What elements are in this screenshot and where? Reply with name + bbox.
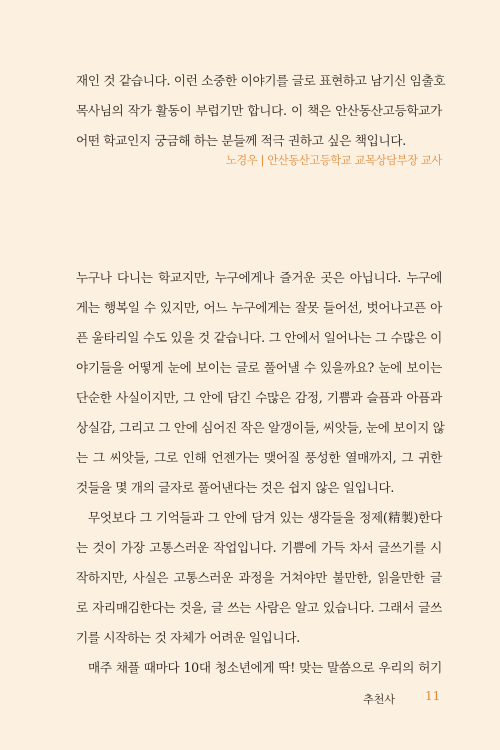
running-footer-title: 추천사: [363, 693, 395, 706]
text-line: 로 자리매김한다는 것을, 글 쓰는 사람은 알고 있습니다. 그래서 글쓰: [76, 600, 442, 615]
body-text: [76, 263, 445, 683]
text-line: 상실감, 그리고 그 안에 심어진 작은 알갱이들, 씨앗들, 눈에 보이지 않: [76, 420, 445, 435]
text-line: 누구나 다니는 학교지만, 누구에게나 즐거운 곳은 아닙니다. 누구에: [76, 270, 442, 285]
recommender-attribution: 노경우 | 안산동산고등학교 교목상담부장 교사: [225, 154, 442, 167]
text-line: 게는 행복일 수 있지만, 어느 누구에게는 잘못 들어선, 벗어나고픈 아: [76, 300, 442, 315]
intro-paragraph: [76, 66, 446, 156]
text-line: 것들을 몇 개의 글자로 풀어낸다는 것은 쉽지 않은 일입니다.: [76, 480, 395, 495]
text-line: 는 것이 가장 고통스러운 작업입니다. 기쁨에 가득 차서 글쓰기를 시: [76, 540, 442, 555]
text-line: 기를 시작하는 것 자체가 어려운 일입니다.: [76, 630, 300, 645]
text-line: 픈 울타리일 수도 있을 것 같습니다. 그 안에서 일어나는 그 수많은 이: [76, 330, 442, 345]
text-line: 는 그 씨앗들, 그로 인해 언젠가는 맺어질 풍성한 열매까지, 그 귀한: [76, 450, 442, 465]
text-line: 야기들을 어떻게 눈에 보이는 글로 풀어낼 수 있을까요? 눈에 보이는: [76, 360, 442, 375]
text-line: 작하지만, 사실은 고통스러운 과정을 거쳐야만 불만한, 읽을만한 글: [76, 570, 442, 585]
text-line: 어떤 학교인지 궁금해 하는 분들께 적극 권하고 싶은 책입니다.: [76, 133, 406, 148]
paragraph: [76, 263, 445, 503]
text-line: 목사님의 작가 활동이 부럽기만 합니다. 이 책은 안산동산고등학교가: [76, 103, 442, 118]
text-line: 무엇보다 그 기억들과 그 안에 담겨 있는 생각들을 정제(精製)한다: [88, 510, 442, 525]
text-line: 단순한 사실이지만, 그 안에 담긴 수많은 감정, 기쁨과 슬픔과 아픔과: [76, 390, 442, 405]
text-line: 매주 채플 때마다 10대 청소년에게 딱! 맞는 말씀으로 우리의 허기: [88, 660, 442, 675]
paragraph: [76, 653, 442, 683]
paragraph: [76, 503, 442, 653]
text-line: 재인 것 같습니다. 이런 소중한 이야기를 글로 표현하고 남기신 임출호: [76, 73, 446, 88]
page-number: 11: [425, 689, 441, 703]
